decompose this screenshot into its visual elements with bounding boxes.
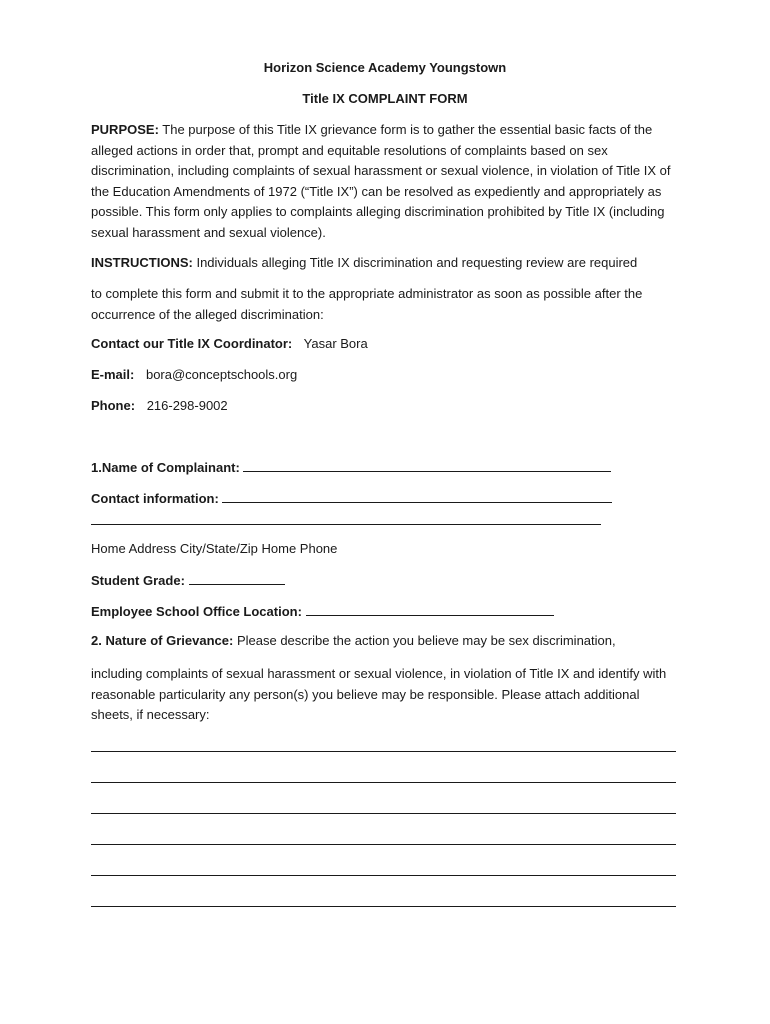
office-location-field[interactable] [306, 603, 554, 616]
coordinator-name: Yasar Bora [303, 336, 368, 351]
office-location-row [91, 603, 554, 619]
phone-row [91, 398, 228, 413]
email-row [91, 367, 297, 382]
phone-label: Phone: [91, 398, 136, 413]
grievance-answer-line[interactable] [91, 875, 676, 876]
address-hint: Home Address City/State/Zip Home Phone [91, 541, 338, 556]
coordinator-label: Contact our Title IX Coordinator: [91, 336, 293, 351]
grievance-answer-line[interactable] [91, 844, 676, 845]
student-grade-field[interactable] [189, 572, 285, 585]
contact-info-field[interactable] [222, 490, 612, 503]
school-name: Horizon Science Academy Youngstown [263, 60, 507, 75]
purpose-label: PURPOSE: [91, 122, 159, 137]
complainant-name-row [91, 459, 611, 475]
coordinator-row [91, 336, 368, 351]
instructions-text-line1: Individuals alleging Title IX discrimination and requesting review are required [196, 255, 638, 270]
purpose-text: The purpose of this Title IX grievance form is to gather the essential basic facts of the alleged actions in order that, prompt and equitable resolutions of complaints based on sex discrimination, including complaints of sexual harassment or sexual violence, in violation of Title IX of the Education Amendments of 1972 (“Title IX”) can be resolved as expediently and appropriately as possible. This form only applies to complaints alleging discrimination prohibited by Title IX (including sexual harassment and sexual violence). [91, 122, 671, 240]
grievance-text-rest: including complaints of sexual harassment or sexual violence, in violation of Title IX and identify with reasonable particularity any person(s) you believe may be responsible. Please attach additional sheets, if necessary: [91, 666, 667, 722]
student-grade-row [91, 572, 285, 588]
complainant-name-field[interactable] [243, 459, 611, 472]
email-value[interactable]: bora@conceptschools.org [145, 367, 298, 382]
email-label: E-mail: [91, 367, 135, 382]
contact-info-field-line2[interactable] [91, 524, 601, 525]
office-location-label: Employee School Office Location: [91, 604, 302, 619]
instructions-first-line [91, 255, 637, 270]
contact-info-row [91, 490, 612, 506]
grievance-answer-line[interactable] [91, 751, 676, 752]
instructions-label: INSTRUCTIONS: [91, 255, 193, 270]
instructions-text-rest: to complete this form and submit it to the appropriate administrator as soon as possible after the occurrence of the alleged discrimination: [91, 286, 643, 322]
grievance-label: 2. Nature of Grievance: [91, 633, 234, 648]
grievance-answer-line[interactable] [91, 782, 676, 783]
complainant-name-label: 1.Name of Complainant: [91, 460, 240, 475]
phone-value: 216-298-9002 [146, 398, 228, 413]
purpose-paragraph [91, 120, 681, 243]
student-grade-label: Student Grade: [91, 573, 185, 588]
grievance-answer-line[interactable] [91, 813, 676, 814]
form-title: Title IX COMPLAINT FORM [302, 91, 468, 106]
grievance-first-line [91, 633, 616, 648]
grievance-text-line1: Please describe the action you believe may be sex discrimination, [236, 633, 616, 648]
grievance-answer-line[interactable] [91, 906, 676, 907]
contact-info-label: Contact information: [91, 491, 219, 506]
